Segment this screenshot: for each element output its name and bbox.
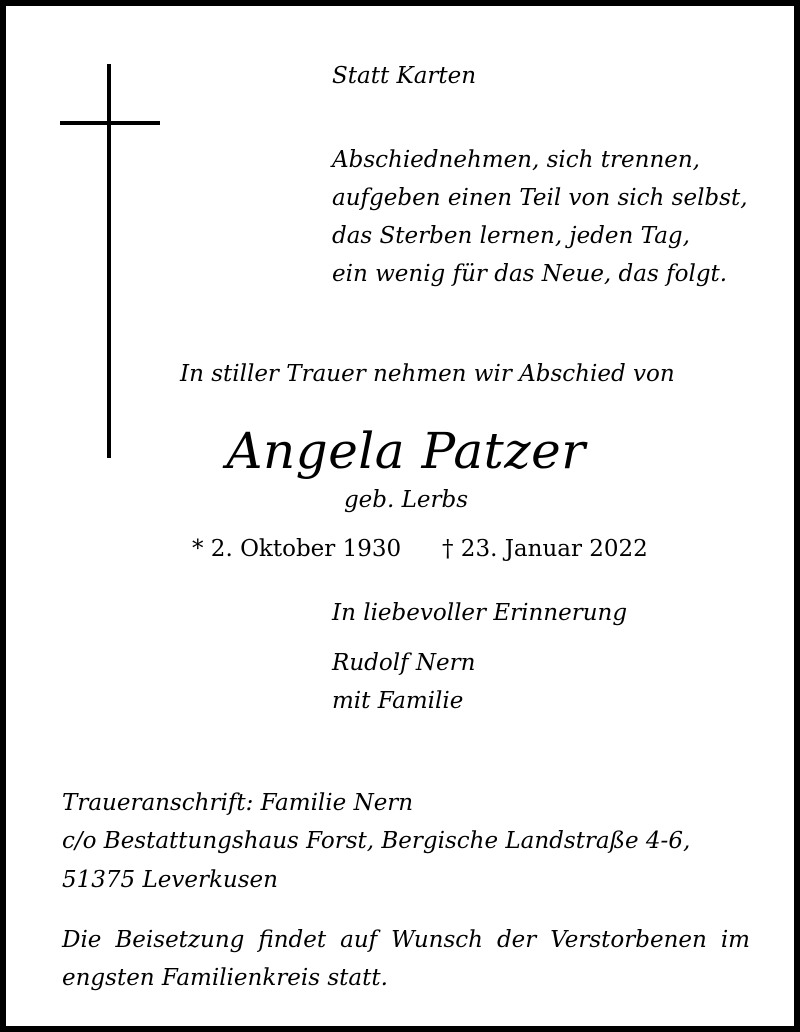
poem-line-4: ein wenig für das Neue, das folgt. — [332, 261, 728, 287]
mourner-family: mit Familie — [332, 688, 464, 714]
burial-notice: Die Beisetzung findet auf Wunsch der Verstorbenen im engsten Familienkreis statt. — [62, 927, 750, 991]
remembrance-line: In liebevoller Erinnerung — [332, 600, 628, 626]
address-line-1: Traueranschrift: Familie Nern — [62, 790, 414, 816]
address-line-2: c/o Bestattungshaus Forst, Bergische Landstraße 4-6, — [62, 828, 691, 854]
address-line-3: 51375 Leverkusen — [62, 867, 278, 893]
poem-line-3: das Sterben lernen, jeden Tag, — [332, 223, 690, 249]
deceased-name: Angela Patzer — [226, 422, 586, 480]
poem-line-2: aufgeben einen Teil von sich selbst, — [332, 185, 748, 211]
mourner-name: Rudolf Nern — [332, 650, 476, 676]
poem-line-1: Abschiednehmen, sich trennen, — [332, 147, 700, 173]
birth-date: * 2. Oktober 1930 — [192, 536, 402, 562]
statt-karten: Statt Karten — [332, 63, 477, 89]
cross-horizontal-bar — [60, 121, 160, 125]
intro-line: In stiller Trauer nehmen wir Abschied von — [180, 361, 675, 387]
death-date: † 23. Januar 2022 — [442, 536, 648, 562]
maiden-name: geb. Lerbs — [343, 487, 469, 513]
